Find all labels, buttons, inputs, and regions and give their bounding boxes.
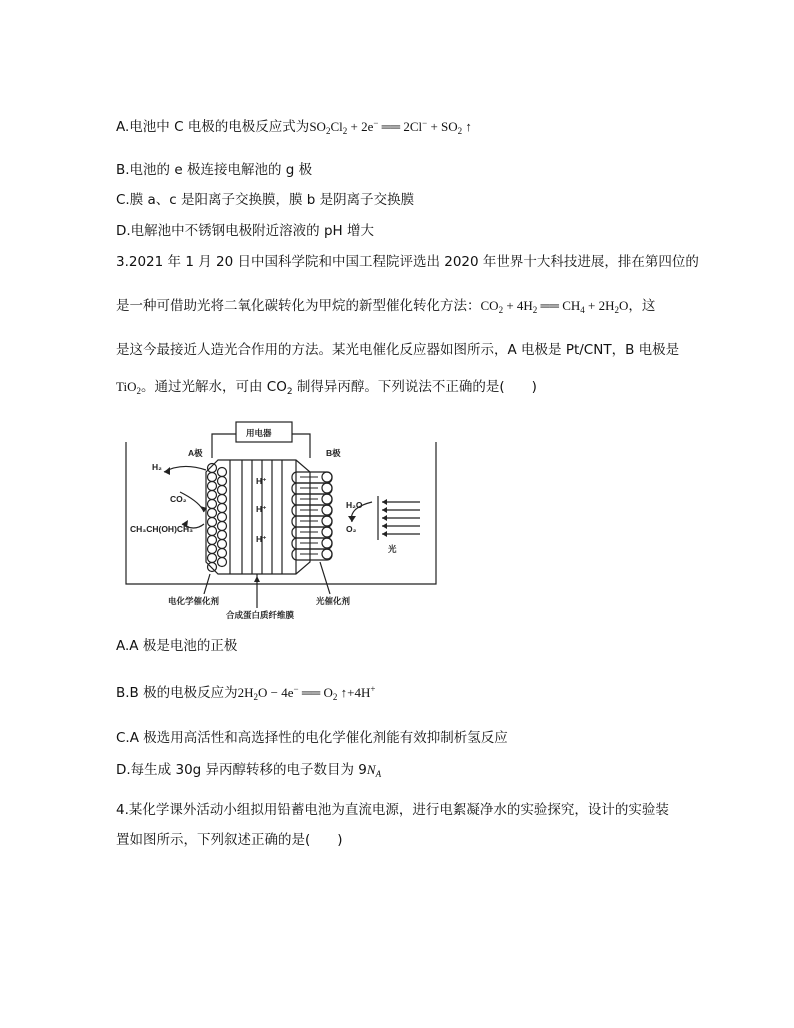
co2-label: CO₂ bbox=[170, 494, 187, 504]
wire-left bbox=[212, 434, 236, 458]
q3-option-c: C.A 极选用高活性和高选择性的电化学催化剂能有效抑制析氢反应 bbox=[116, 730, 508, 746]
q3-option-d: D.每生成 30g 异丙醇转移的电子数目为 $9N_A$ bbox=[116, 762, 382, 779]
q4-stem-line2: 置如图所示，下列叙述正确的是( ) bbox=[116, 832, 343, 848]
device-label: 用电器 bbox=[246, 428, 272, 438]
q3-stem-line3: 是这今最接近人造光合作用的方法。某光电催化反应器如图所示，A 电极是 Pt/CNT，B 电极是 bbox=[116, 342, 680, 358]
q2-option-a: A.电池中 C 电极的电极反应式为$SO_2Cl_2 + 2e^-$ ══ $2Cl^- + SO_2$ ↑ bbox=[116, 118, 472, 136]
h-plus-label-2: H⁺ bbox=[256, 504, 267, 514]
o2-label: O₂ bbox=[346, 524, 357, 534]
reactor-diagram bbox=[120, 412, 500, 624]
photocatalyst-tubes bbox=[292, 472, 332, 560]
q3-equation: $CO_2 + 4H_2$ ══ $CH_4 + 2H_2O$ bbox=[480, 298, 629, 315]
q3-stem-line1: 3.2021 年 1 月 20 日中国科学院和中国工程院评选出 2020 年世界十大科技进展，排在第四位的 bbox=[116, 254, 699, 270]
h2o-label: H₂O bbox=[346, 500, 363, 510]
q3-option-a: A.A 极是电池的正极 bbox=[116, 638, 238, 654]
h-plus-label-3: H⁺ bbox=[256, 534, 267, 544]
q2-option-c: C.膜 a、c 是阳离子交换膜，膜 b 是阴离子交换膜 bbox=[116, 192, 415, 208]
electrochem-catalyst-beads bbox=[208, 464, 227, 572]
b-electrode-label: B极 bbox=[326, 448, 341, 458]
outer-container bbox=[126, 442, 436, 584]
q3-option-d-formula: $N_A$ bbox=[366, 762, 382, 779]
q3-option-b-formula: $2H_2O - 4e^-$ ══ $O_2$ ↑+4H+ bbox=[237, 684, 376, 702]
arrow-h2 bbox=[164, 466, 206, 472]
q2-option-a-formula: $SO_2Cl_2 + 2e^-$ ══ $2Cl^- + SO_2$ ↑ bbox=[309, 118, 472, 136]
light-label: 光 bbox=[388, 544, 397, 554]
photo-catalyst-label: 光催化剂 bbox=[316, 596, 351, 606]
membrane-label: 合成蛋白质纤维膜 bbox=[226, 610, 295, 620]
q4-stem-line1: 4.某化学课外活动小组拟用铅蓄电池为直流电源，进行电絮凝净水的实验探究，设计的实验装 bbox=[116, 802, 669, 818]
wire-right bbox=[292, 434, 310, 458]
h2-label: H₂ bbox=[152, 462, 162, 472]
a-electrode-label: A极 bbox=[188, 448, 203, 458]
h-plus-label-1: H⁺ bbox=[256, 476, 267, 486]
isopropanol-label: CH₃CH(OH)CH₃ bbox=[130, 524, 194, 534]
tio2-formula: TiO$_2$ bbox=[116, 379, 141, 396]
electrochem-catalyst-label: 电化学催化剂 bbox=[168, 596, 220, 606]
reactor-svg bbox=[120, 412, 500, 624]
q2-option-b: B.电池的 e 极连接电解池的 g 极 bbox=[116, 162, 313, 178]
q2-option-d: D.电解池中不锈钢电极附近溶液的 pH 增大 bbox=[116, 223, 374, 239]
q3-stem-line2: 是一种可借助光将二氧化碳转化为甲烷的新型催化转化方法：$CO_2 + 4H_2$ ══ $CH_4 + 2H_2O$，这 bbox=[116, 298, 656, 315]
q3-stem-line4: TiO$_2$。通过光解水，可由 $CO_2$ 制得异丙醇。下列说法不正确的是( ) bbox=[116, 379, 537, 397]
q3-option-b: B.B 极的电极反应为$2H_2O - 4e^-$ ══ $O_2$ ↑+4H+ bbox=[116, 684, 376, 702]
